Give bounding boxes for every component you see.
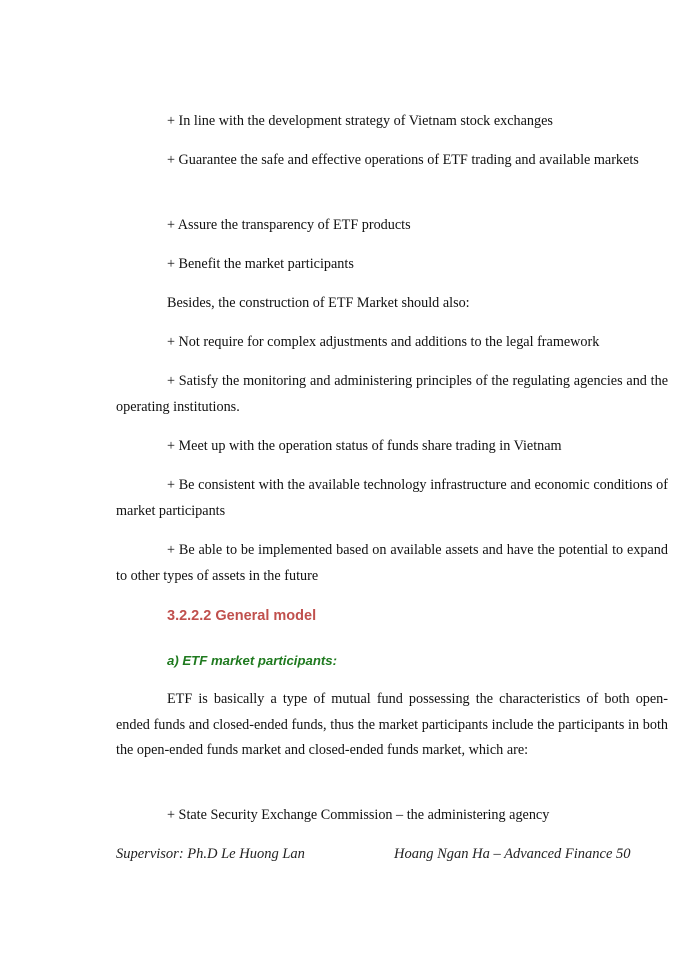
paragraph-besides: Besides, the construction of ETF Market should also: xyxy=(167,295,470,311)
paragraph-other-assets: + Be able to be implemented based on available assets and have the potential to expand to other types of assets in the future xyxy=(116,542,668,584)
paragraph-development-strategy: + In line with the development strategy of Vietnam stock exchanges xyxy=(167,113,553,129)
paragraph-legal-framework: + Not require for complex adjustments and additions to the legal framework xyxy=(167,334,600,350)
subsection-heading: a) ETF market participants: xyxy=(167,653,338,668)
paragraph-technology-infrastructure: + Be consistent with the available technology infrastructure and economic conditions of market participants xyxy=(116,477,668,519)
paragraph-transparency: + Assure the transparency of ETF products xyxy=(167,217,411,233)
paragraph-etf-mutual-fund: ETF is basically a type of mutual fund possessing the characteristics of both open-ended funds and closed-ended funds, thus the market participants include the participants in both the open-ended funds market and closed-ended funds market, which are: xyxy=(116,691,668,758)
paragraph-state-commission: + State Security Exchange Commission – the administering agency xyxy=(167,807,550,823)
section-heading: 3.2.2.2 General model xyxy=(167,608,317,624)
paragraph-guarantee-operations: + Guarantee the safe and effective operations of ETF trading and available markets xyxy=(167,152,639,168)
paragraph-operation-status: + Meet up with the operation status of funds share trading in Vietnam xyxy=(167,438,562,454)
paragraph-benefit-participants: + Benefit the market participants xyxy=(167,256,354,272)
paragraph-monitoring-principles: + Satisfy the monitoring and administering principles of the regulating agencies and the operating institutions. xyxy=(116,373,668,415)
footer-supervisor: Supervisor: Ph.D Le Huong Lan xyxy=(116,846,305,862)
footer-author: Hoang Ngan Ha – Advanced Finance 50 xyxy=(394,846,631,862)
